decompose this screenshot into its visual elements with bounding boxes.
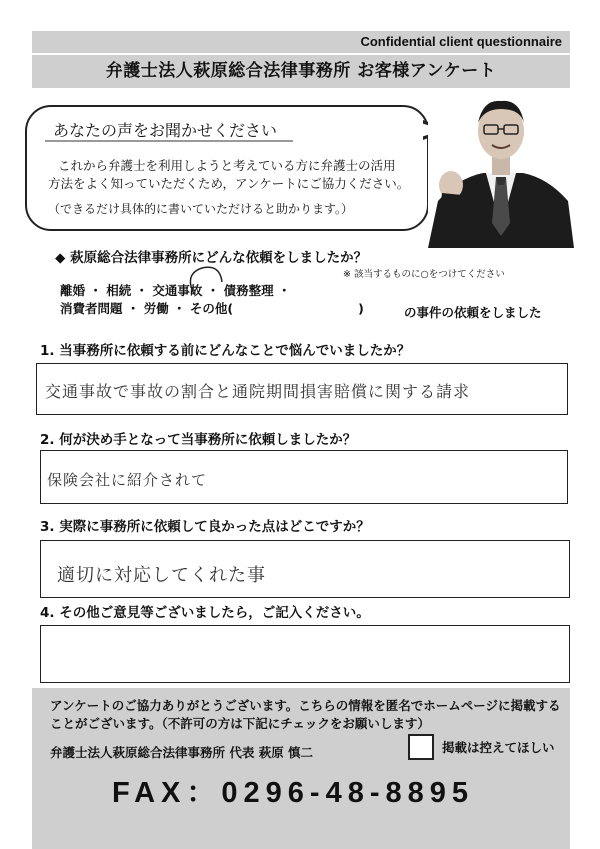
question-2-answer-box[interactable] xyxy=(40,450,568,504)
request-options-line-1[interactable]: 離婚 ・ 相続 ・ 交通事故 ・ 債務整理 ・ xyxy=(60,283,291,298)
question-1-label: 1. 当事務所に依頼する前にどんなことで悩んでいましたか？ xyxy=(40,343,411,359)
header-subtitle-band xyxy=(32,31,570,53)
header-subtitle: Confidential client questionnaire xyxy=(360,34,562,49)
question-4-answer-box[interactable] xyxy=(40,625,570,683)
question-1-answer-box[interactable] xyxy=(36,363,568,415)
request-question: ◆ 萩原総合法律事務所にどんな依頼をしましたか？ xyxy=(55,250,368,266)
person-photo xyxy=(428,93,574,248)
footer-thanks-line-1: アンケートのご協力ありがとうございます。こちらの情報を匿名でホームページに掲載する xyxy=(50,698,561,713)
bubble-line-3: （できるだけ具体的に書いていただけると助かります。） xyxy=(48,202,354,216)
question-3-answer: 適切に対応してくれた事 xyxy=(57,565,266,586)
question-3-label: 3. 実際に事務所に依頼して良かった点はどこですか？ xyxy=(40,519,370,535)
circle-mark xyxy=(182,264,226,298)
circle-instruction-note: ※ 該当するものに○をつけてください xyxy=(343,269,505,280)
question-2-label: 2. 何が決め手となって当事務所に依頼しましたか？ xyxy=(40,432,357,448)
bubble-title: あなたの声をお聞かせください xyxy=(53,121,278,140)
request-options-line-2[interactable]: 消費者問題 ・ 労働 ・ その他( ) xyxy=(60,301,364,316)
question-1-answer: 交通事故で事故の割合と通院期間損害賠償に関する請求 xyxy=(45,382,471,401)
page-title: 弁護士法人萩原総合法律事務所 お客様アンケート xyxy=(105,61,497,81)
no-publish-checkbox[interactable] xyxy=(408,734,434,760)
footer-thanks-line-2: ことがございます。（不許可の方は下記にチェックをお願いします） xyxy=(50,716,430,731)
header-title-band xyxy=(32,55,570,88)
fax-number: FAX：0296-48-8895 xyxy=(112,777,474,809)
no-publish-checkbox-label: 掲載は控えてほしい xyxy=(442,740,555,755)
question-2-answer: 保険会社に紹介されて xyxy=(47,471,208,489)
bubble-title-underline xyxy=(45,139,295,143)
request-options-suffix: の事件の依頼をしました xyxy=(404,305,542,320)
footer-firm-name: 弁護士法人萩原総合法律事務所 代表 萩原 慎二 xyxy=(50,745,314,760)
bubble-line-2: 方法をよく知っていただくため，アンケートにご協力ください。 xyxy=(48,176,410,191)
question-4-label: 4. その他ご意見等ございましたら，ご記入ください。 xyxy=(40,605,370,621)
bubble-line-1: これから弁護士を利用しようと考えている方に弁護士の活用 xyxy=(58,158,396,173)
question-3-answer-box[interactable] xyxy=(40,540,570,598)
